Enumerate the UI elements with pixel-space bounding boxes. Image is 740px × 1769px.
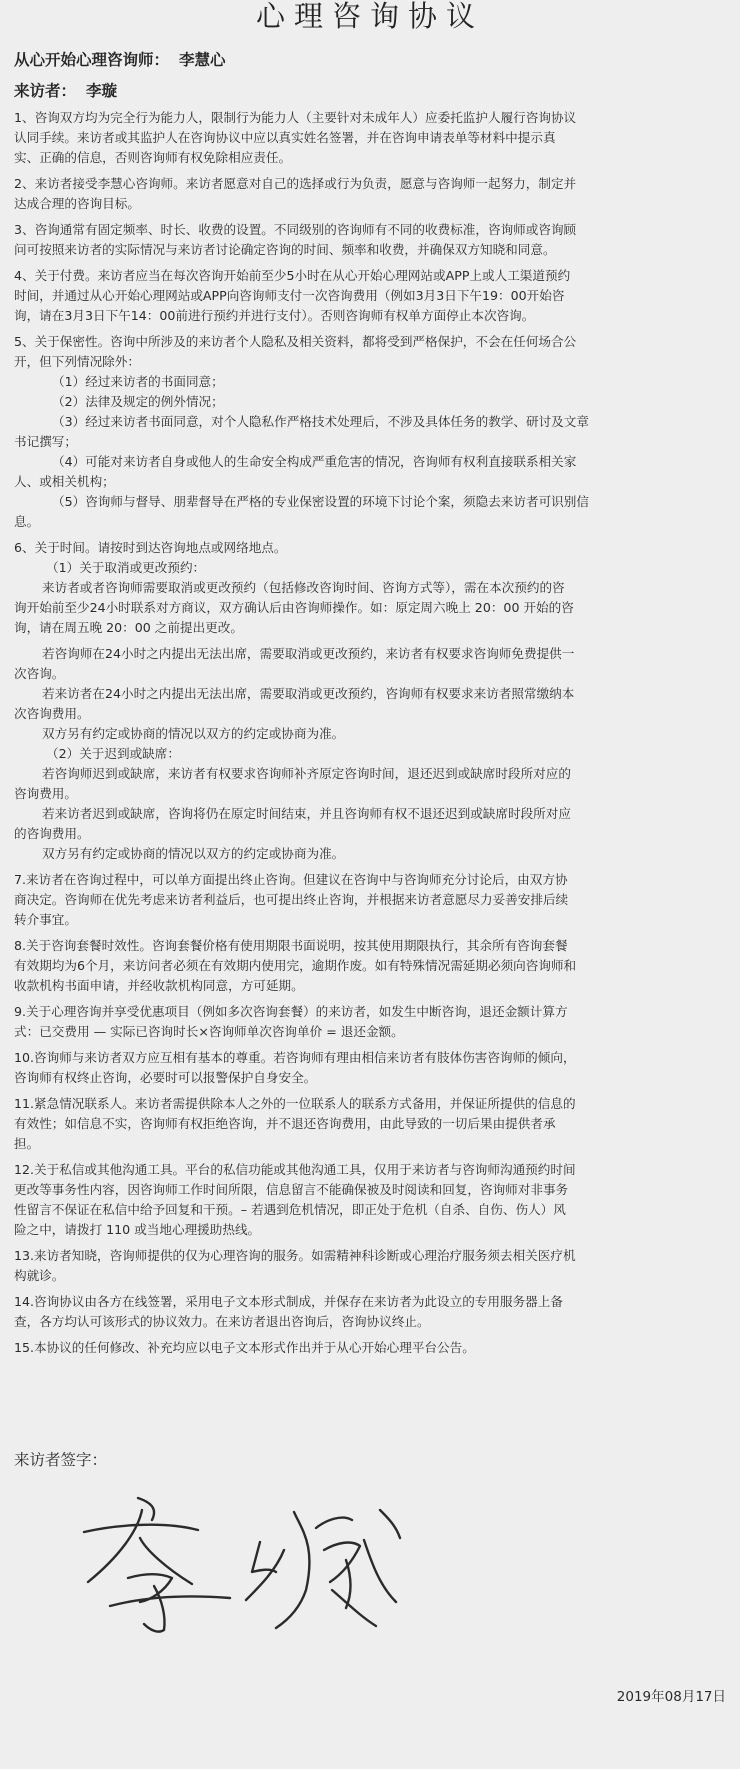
agreement-line: 担。	[14, 1136, 40, 1151]
agreement-line: 次咨询费用。	[14, 706, 90, 721]
counselor-label: 从心开始心理咨询师：	[14, 51, 170, 69]
agreement-line: 12.关于私信或其他沟通工具。平台的私信功能或其他沟通工具，仅用于来访者与咨询师沟通预约时间	[14, 1162, 576, 1177]
agreement-line: 15.本协议的任何修改、补充均应以电子文本形式作出并于从心开始心理平台公告。	[14, 1340, 475, 1355]
agreement-line: 询开始前至少24小时联系对方商议，双方确认后由咨询师操作。如：原定周六晚上 20：00 开始的咨	[14, 600, 574, 615]
agreement-line: 4、关于付费。来访者应当在每次咨询开始前至少5小时在从心开始心理网站或APP上或人工渠道预约	[14, 268, 571, 283]
client-name: 李璇	[86, 82, 118, 100]
agreement-line: 息。	[14, 514, 40, 529]
agreement-line: 实、正确的信息，否则咨询师有权免除相应责任。	[14, 150, 292, 165]
agreement-line: 双方另有约定或协商的情况以双方的约定或协商为准。	[42, 846, 345, 861]
client-signature	[80, 1490, 410, 1640]
agreement-line: 达成合理的咨询目标。	[14, 196, 140, 211]
agreement-line: 收款机构书面申请，并经收款机构同意，方可延期。	[14, 978, 304, 993]
agreement-line: 的咨询费用。	[14, 826, 90, 841]
agreement-line: 更改等事务性内容，因咨询师工作时间所限，信息留言不能确保被及时阅读和回复，咨询师对非事务	[14, 1182, 569, 1197]
client-line	[14, 79, 117, 101]
document-title: 心理咨询协议	[255, 0, 484, 33]
agreement-line: 查，各方均认可该形式的协议效力。在来访者退出咨询后，咨询协议终止。	[14, 1314, 430, 1329]
agreement-line: （2）法律及规定的例外情况；	[52, 394, 224, 409]
agreement-line: 1、咨询双方均为完全行为能力人，限制行为能力人（主要针对未成年人）应委托监护人履行咨询协议	[14, 110, 577, 125]
agreement-line: 转介事宜。	[14, 912, 77, 927]
agreement-line: 11.紧急情况联系人。来访者需提供除本人之外的一位联系人的联系方式备用，并保证所提供的信息的	[14, 1096, 576, 1111]
agreement-line: 式：已交费用 — 实际已咨询时长×咨询师单次咨询单价 = 退还金额。	[14, 1024, 404, 1039]
agreement-line: 询，请在周五晚 20：00 之前提出更改。	[14, 620, 243, 635]
agreement-line: 构就诊。	[14, 1268, 65, 1283]
agreement-line: （1）经过来访者的书面同意；	[52, 374, 224, 389]
agreement-line: 性留言不保证在私信中给予回复和干预。– 若遇到危机情况，即正处于危机（自杀、自伤、伤人）风	[14, 1202, 566, 1217]
counselor-line	[14, 48, 226, 70]
agreement-line: （4）可能对来访者自身或他人的生命安全构成严重危害的情况，咨询师有权利直接联系相关家	[52, 454, 577, 469]
agreement-line: （3）经过来访者书面同意，对个人隐私作严格技术处理后，不涉及具体任务的教学、研讨及文章	[52, 414, 589, 429]
agreement-line: 10.咨询师与来访者双方应互相有基本的尊重。若咨询师有理由相信来访者有肢体伤害咨询师的倾向，	[14, 1050, 576, 1065]
signing-date: 2019年08月17日	[616, 1689, 726, 1705]
agreement-line: 有效性；如信息不实，咨询师有权拒绝咨询，并不退还咨询费用，由此导致的一切后果由提供者承	[14, 1116, 556, 1131]
agreement-line: 若来访者迟到或缺席，咨询将仍在原定时间结束，并且咨询师有权不退还迟到或缺席时段所对应	[42, 806, 571, 821]
agreement-line: 询，请在3月3日下午14：00前进行预约并进行支付）。否则咨询师有权单方面停止本次咨询。	[14, 308, 535, 323]
agreement-line: 6、关于时间。请按时到达咨询地点或网络地点。	[14, 540, 287, 555]
signature-label: 来访者签字：	[14, 1451, 108, 1469]
agreement-line: 13.来访者知晓，咨询师提供的仅为心理咨询的服务。如需精神科诊断或心理治疗服务须去相关医疗机	[14, 1248, 576, 1263]
agreement-line: 开，但下列情况除外：	[14, 354, 140, 369]
agreement-line: 5、关于保密性。咨询中所涉及的来访者个人隐私及相关资料，都将受到严格保护，不会在任何场合公	[14, 334, 577, 349]
agreement-line: 若来访者在24小时之内提出无法出席，需要取消或更改预约，咨询师有权要求来访者照常缴纳本	[42, 686, 575, 701]
agreement-line: 咨询师有权终止咨询，必要时可以报警保护自身安全。	[14, 1070, 317, 1085]
agreement-line: 次咨询。	[14, 666, 65, 681]
agreement-line: 时间，并通过从心开始心理网站或APP向咨询师支付一次咨询费用（例如3月3日下午19：00开始咨	[14, 288, 565, 303]
agreement-line: （2）关于迟到或缺席：	[46, 746, 180, 761]
agreement-line: 问可按照来访者的实际情况与来访者讨论确定咨询的时间、频率和收费，并确保双方知晓和同意。	[14, 242, 556, 257]
agreement-line: 3、咨询通常有固定频率、时长、收费的设置。不同级别的咨询师有不同的收费标准，咨询师或咨询顾	[14, 222, 577, 237]
client-label: 来访者：	[14, 82, 77, 100]
agreement-line: （1）关于取消或更改预约：	[46, 560, 206, 575]
agreement-line: （5）咨询师与督导、朋辈督导在严格的专业保密设置的环境下讨论个案，须隐去来访者可识别信	[52, 494, 589, 509]
agreement-line: 双方另有约定或协商的情况以双方的约定或协商为准。	[42, 726, 345, 741]
agreement-line: 险之中，请拨打 110 或当地心理援助热线。	[14, 1222, 261, 1237]
agreement-line: 2、来访者接受李慧心咨询师。来访者愿意对自己的选择或行为负责，愿意与咨询师一起努力，制定并	[14, 176, 577, 191]
agreement-line: 9.关于心理咨询并享受优惠项目（例如多次咨询套餐）的来访者，如发生中断咨询，退还金额计算方	[14, 1004, 568, 1019]
agreement-line: 14.咨询协议由各方在线签署，采用电子文本形式制成，并保存在来访者为此设立的专用服务器上备	[14, 1294, 563, 1309]
counselor-name: 李慧心	[179, 51, 226, 69]
agreement-line: 商决定。咨询师在优先考虑来访者利益后，也可提出终止咨询，并根据来访者意愿尽力妥善安排后续	[14, 892, 569, 907]
agreement-line: 若咨询师在24小时之内提出无法出席，需要取消或更改预约，来访者有权要求咨询师免费提供一	[42, 646, 575, 661]
agreement-line: 7.来访者在咨询过程中，可以单方面提出终止咨询。但建议在咨询中与咨询师充分讨论后，由双方协	[14, 872, 568, 887]
agreement-line: 书记撰写；	[14, 434, 77, 449]
agreement-line: 咨询费用。	[14, 786, 77, 801]
agreement-line: 来访者或者咨询师需要取消或更改预约（包括修改咨询时间、咨询方式等），需在本次预约的咨	[42, 580, 565, 595]
agreement-line: 有效期均为6个月，来访问者必须在有效期内使用完，逾期作废。如有特殊情况需延期必须向咨询师和	[14, 958, 577, 973]
agreement-line: 8.关于咨询套餐时效性。咨询套餐价格有使用期限书面说明，按其使用期限执行，其余所有咨询套餐	[14, 938, 568, 953]
agreement-line: 若咨询师迟到或缺席，来访者有权要求咨询师补齐原定咨询时间，退还迟到或缺席时段所对应的	[42, 766, 571, 781]
agreement-line: 认同手续。来访者或其监护人在咨询协议中应以真实姓名签署，并在咨询申请表单等材料中提示真	[14, 130, 556, 145]
agreement-line: 人、或相关机构；	[14, 474, 115, 489]
